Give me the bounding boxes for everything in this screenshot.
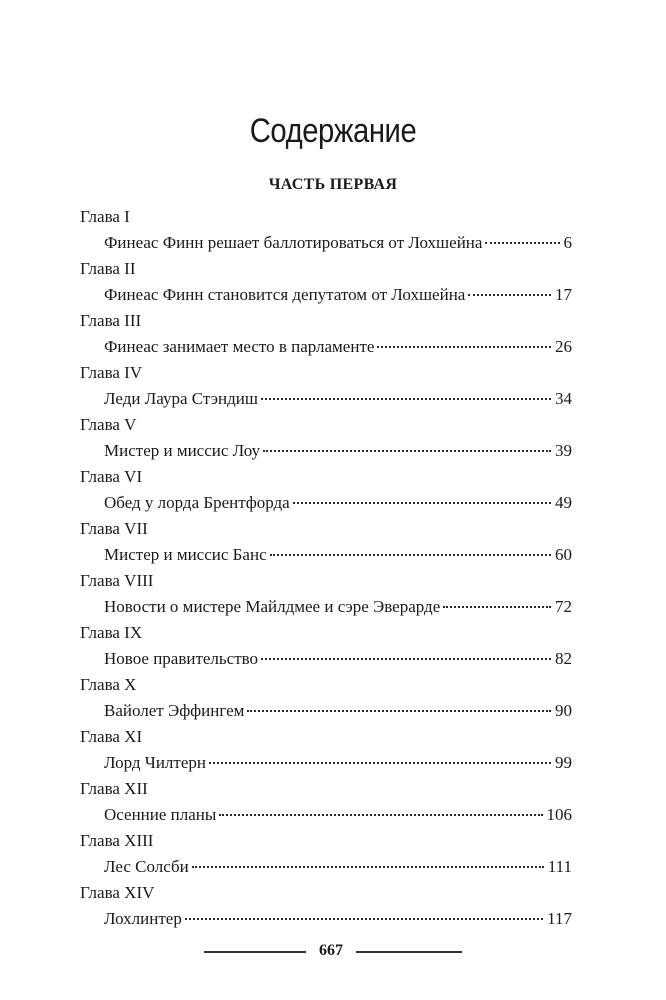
toc-entry: [104, 284, 572, 306]
chapter-label: Глава XI: [80, 727, 143, 746]
toc-entry: [104, 388, 572, 410]
chapter-label: Глава VI: [80, 467, 143, 486]
chapter-page-number: 111: [547, 857, 572, 876]
chapter-title: Мистер и миссис Лоу: [104, 441, 261, 460]
toc-chapter: [80, 882, 572, 934]
chapter-title: Осенние планы: [104, 805, 217, 824]
toc-entry: [104, 648, 572, 670]
dot-leader: [209, 762, 551, 764]
dot-leader: [261, 398, 551, 400]
chapter-page-number: 90: [555, 701, 572, 720]
dot-leader: [219, 814, 542, 816]
page-title: Содержание: [249, 112, 417, 150]
chapter-title: Лохлинтер: [104, 909, 182, 928]
toc-chapter: [80, 674, 572, 726]
chapter-label: Глава II: [80, 259, 136, 278]
dot-leader: [443, 606, 551, 608]
toc-chapter: [80, 258, 572, 310]
chapter-page-number: 26: [555, 337, 572, 356]
page-number: 667: [319, 942, 343, 959]
toc-entry: [104, 752, 572, 774]
chapter-label: Глава VII: [80, 519, 148, 538]
chapter-page-number: 82: [555, 649, 572, 668]
dot-leader: [293, 502, 551, 504]
chapter-page-number: 49: [555, 493, 572, 512]
toc-chapter: [80, 622, 572, 674]
chapter-page-number: 99: [555, 753, 572, 772]
dot-leader: [377, 346, 551, 348]
chapter-label: Глава VIII: [80, 571, 154, 590]
toc-entry: [104, 336, 572, 358]
chapter-title: Новости о мистере Майлдмее и сэре Эверарде: [104, 597, 441, 616]
chapter-title: Лес Солсби: [104, 857, 189, 876]
chapter-page-number: 60: [555, 545, 572, 564]
toc-entry: [104, 492, 572, 514]
chapter-label: Глава III: [80, 311, 142, 330]
chapter-title: Новое правительство: [104, 649, 259, 668]
chapter-page-number: 6: [563, 233, 572, 252]
footer-rule-left: [204, 951, 306, 953]
part-title: ЧАСТЬ ПЕРВАЯ: [268, 176, 398, 193]
toc-chapter: [80, 362, 572, 414]
toc-entry: [104, 232, 572, 254]
dot-leader: [485, 242, 559, 244]
toc-chapter: [80, 206, 572, 258]
dot-leader: [261, 658, 551, 660]
chapter-label: Глава IX: [80, 623, 143, 642]
dot-leader: [247, 710, 551, 712]
chapter-title: Финеас занимает место в парламенте: [104, 337, 375, 356]
chapter-page-number: 39: [555, 441, 572, 460]
toc-entry: [104, 544, 572, 566]
toc-entry: [104, 440, 572, 462]
chapter-page-number: 17: [555, 285, 572, 304]
toc-entry: [104, 804, 572, 826]
toc-chapter: [80, 414, 572, 466]
toc-entry: [104, 908, 572, 930]
chapter-page-number: 72: [555, 597, 572, 616]
dot-leader: [263, 450, 551, 452]
toc-chapter: [80, 310, 572, 362]
chapter-page-number: 106: [546, 805, 572, 824]
table-of-contents: [80, 206, 572, 934]
toc-chapter: [80, 570, 572, 622]
chapter-title: Вайолет Эффингем: [104, 701, 245, 720]
toc-entry: [104, 856, 572, 878]
chapter-title: Финеас Финн становится депутатом от Лохшейна: [104, 285, 466, 304]
toc-chapter: [80, 778, 572, 830]
dot-leader: [192, 866, 544, 868]
chapter-label: Глава V: [80, 415, 137, 434]
chapter-title: Леди Лаура Стэндиш: [104, 389, 258, 408]
toc-entry: [104, 596, 572, 618]
toc-chapter: [80, 726, 572, 778]
chapter-label: Глава IV: [80, 363, 143, 382]
chapter-page-number: 34: [555, 389, 572, 408]
chapter-label: Глава X: [80, 675, 137, 694]
chapter-title: Лорд Чилтерн: [104, 753, 206, 772]
page-footer: [0, 940, 666, 964]
footer-rule-right: [356, 951, 462, 953]
toc-entry: [104, 700, 572, 722]
chapter-title: Обед у лорда Брентфорда: [104, 493, 290, 512]
dot-leader: [270, 554, 551, 556]
toc-chapter: [80, 830, 572, 882]
chapter-label: Глава XIV: [80, 883, 155, 902]
dot-leader: [185, 918, 543, 920]
chapter-title: Финеас Финн решает баллотироваться от Лохшейна: [104, 233, 483, 252]
chapter-label: Глава I: [80, 207, 130, 226]
chapter-label: Глава XIII: [80, 831, 154, 850]
toc-chapter: [80, 466, 572, 518]
chapter-page-number: 117: [547, 909, 572, 928]
chapter-title: Мистер и миссис Банс: [104, 545, 267, 564]
toc-chapter: [80, 518, 572, 570]
dot-leader: [468, 294, 551, 296]
chapter-label: Глава XII: [80, 779, 148, 798]
